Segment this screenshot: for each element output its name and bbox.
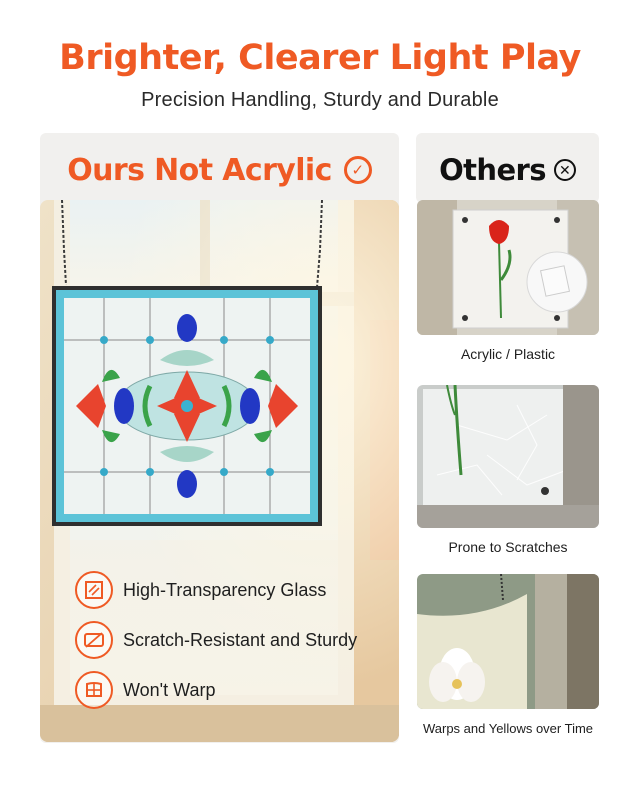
scratches-photo <box>417 385 599 528</box>
feature-label: Scratch-Resistant and Sturdy <box>123 629 358 650</box>
others-caption: Acrylic / Plastic <box>460 346 556 362</box>
acrylic-tulip-illustration <box>417 200 599 335</box>
frame-no-warp-icon <box>75 671 113 709</box>
warp-photo <box>417 574 599 709</box>
others-caption: Warps and Yellows over Time <box>422 721 594 736</box>
others-heading-text: Others <box>439 153 546 187</box>
page-subtitle: Precision Handling, Sturdy and Durable <box>141 89 499 111</box>
feature-wont-warp <box>75 670 215 710</box>
page-title: Brighter, Clearer Light Play <box>59 38 581 78</box>
feature-label: Won't Warp <box>123 679 216 700</box>
ours-heading <box>40 145 399 195</box>
check-circle-icon: ✓ <box>344 156 372 184</box>
x-circle-icon: ✕ <box>554 159 576 181</box>
scratched-panel-illustration <box>417 385 599 528</box>
stained-glass-illustration <box>40 200 399 742</box>
ours-heading-text: Ours Not Acrylic <box>67 152 332 188</box>
acrylic-photo <box>417 200 599 335</box>
stained-glass-photo <box>40 200 399 742</box>
feature-high-transparency <box>75 570 326 610</box>
others-heading <box>416 145 599 195</box>
others-caption: Prone to Scratches <box>448 539 568 555</box>
feature-label: High-Transparency Glass <box>123 579 327 600</box>
warped-panel-illustration <box>417 574 599 709</box>
glass-panel-icon <box>75 571 113 609</box>
no-scratch-icon <box>75 621 113 659</box>
feature-scratch-resistant <box>75 620 357 660</box>
